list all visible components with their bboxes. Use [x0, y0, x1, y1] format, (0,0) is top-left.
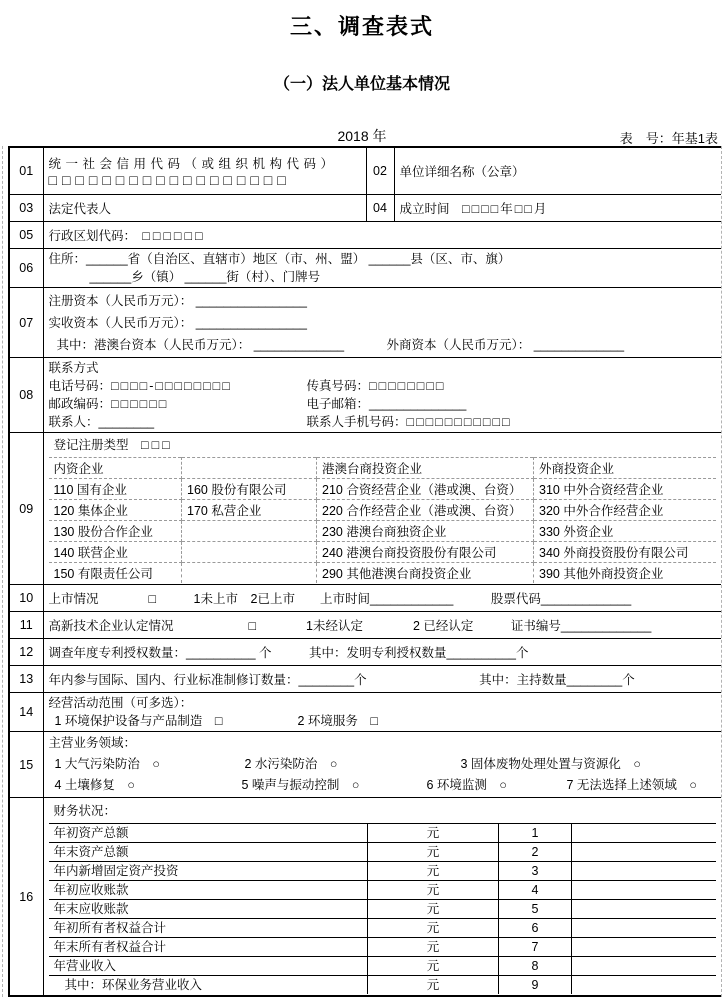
answer-cell [572, 937, 717, 956]
establish-date-label: 成立时间 [399, 202, 463, 216]
cell-capital [43, 288, 721, 358]
row-number-14: 14 [9, 693, 43, 732]
reg-option: 310 中外合资经营企业 [534, 479, 717, 500]
foreign-header: 外商投资企业 [534, 458, 717, 479]
row-number-07: 07 [9, 288, 43, 358]
answer-cell [572, 918, 717, 937]
field-option-7: 7 无法选择上述领域 ○ [566, 778, 697, 792]
reg-option: 220 合作经营企业（港或澳、台资） [317, 500, 534, 521]
fax-boxes: □□□□□□□□ [369, 379, 446, 393]
reg-option: 240 港澳台商投资股份有限公司 [317, 542, 534, 563]
item-code: 5 [499, 899, 572, 918]
phone-field [49, 377, 307, 395]
phone-label: 电话号码： [48, 379, 112, 393]
reg-grid-header-row [49, 458, 717, 479]
item-code: 1 [499, 823, 572, 842]
registration-type-boxes: □□□ [141, 438, 173, 452]
unit-label: 元 [368, 899, 499, 918]
financial-row [49, 975, 717, 994]
field-option-4: 4 土壤修复 ○ [54, 778, 135, 792]
answer-cell [572, 880, 717, 899]
uscc-code-boxes: □□□□□□□□□□□□□□□□□□ [48, 172, 291, 188]
item-code: 3 [499, 861, 572, 880]
financial-row [49, 899, 717, 918]
row-06 [9, 249, 721, 288]
paid-in-capital-line: 实收资本（人民币万元）： ________________ [48, 315, 307, 330]
answer-cell [572, 861, 717, 880]
financial-item-label: 年初所有者权益合计 [49, 918, 368, 937]
field-option-1: 1 大气污染防治 ○ [54, 757, 160, 771]
year-label: 2018 年 [337, 128, 387, 144]
cell-address [43, 249, 721, 288]
financial-item-label: 其中：环保业务营业收入 [49, 975, 368, 994]
capital-breakdown-line [49, 334, 717, 356]
cell-unit-name: 单位详细名称（公章） [394, 147, 721, 195]
row-14 [9, 693, 721, 732]
item-code: 6 [499, 918, 572, 937]
row-number-06: 06 [9, 249, 43, 288]
contact-title: 联系方式 [48, 361, 99, 375]
row-number-08: 08 [9, 358, 43, 433]
row-number-01: 01 [9, 147, 43, 195]
financial-item-label: 年初资产总额 [49, 823, 368, 842]
reg-option: 210 合资经营企业（港或澳、台资） [317, 479, 534, 500]
reg-option: 290 其他港澳台商投资企业 [317, 563, 534, 584]
row-number-16: 16 [9, 798, 43, 997]
hmt-header: 港澳台商投资企业 [317, 458, 534, 479]
unit-label: 元 [368, 880, 499, 899]
row-07 [9, 288, 721, 358]
reg-option [182, 563, 317, 584]
financial-item-label: 年营业收入 [49, 956, 368, 975]
fax-field [307, 377, 446, 395]
reg-grid-row [49, 542, 717, 563]
business-scope-title: 经营活动范围（可多选）： [48, 696, 193, 710]
financial-status-title: 财务状况： [53, 803, 117, 818]
phone-boxes: □□□□-□□□□□□□□ [111, 379, 232, 393]
financial-item-label: 年末所有者权益合计 [49, 937, 368, 956]
page-title: 三、调查表式 [289, 14, 434, 39]
row-number-03: 03 [9, 195, 43, 222]
reg-option: 320 中外合作经营企业 [534, 500, 717, 521]
row-16 [9, 798, 721, 997]
financial-row [49, 937, 717, 956]
row-number-05: 05 [9, 222, 43, 249]
contact-person-blank: ________ [98, 415, 155, 429]
reg-grid-row [49, 521, 717, 542]
reg-option [182, 521, 317, 542]
mobile-boxes: □□□□□□□□□□□ [406, 415, 512, 429]
scope-option-2: 2 环境服务 □ [297, 714, 378, 728]
cell-business-scope [43, 693, 721, 732]
answer-cell [572, 975, 717, 994]
financial-item-label: 年末资产总额 [49, 842, 368, 861]
admin-division-boxes: □□□□□□ [142, 229, 206, 243]
phone-fax-line [49, 377, 717, 395]
email-blank: ______________ [369, 397, 467, 411]
reg-option: 110 国有企业 [49, 479, 182, 500]
uscc-label: 统一社会信用代码（或组织机构代码） [48, 157, 338, 171]
row-09 [9, 433, 721, 585]
form-sheet [2, 146, 722, 997]
cell-uscc [43, 147, 366, 195]
row-number-13: 13 [9, 666, 43, 693]
answer-cell [572, 842, 717, 861]
row-number-09: 09 [9, 433, 43, 585]
reg-grid-row [49, 563, 717, 584]
reg-option [182, 542, 317, 563]
financial-row [49, 823, 717, 842]
reg-grid-row [49, 500, 717, 521]
cell-legal-representative: 法定代表人 [43, 195, 366, 222]
cell-hightech-certification: 高新技术企业认定情况 □ 1未经认定 2 已经认定 证书编号_____________ [43, 612, 721, 639]
reg-option: 390 其他外商投资企业 [539, 567, 664, 581]
unit-label: 元 [368, 937, 499, 956]
business-scope-options [49, 712, 717, 730]
row-05 [9, 222, 721, 249]
hmt-capital-label: 其中：港澳台资本（人民币万元）： _____________ [56, 337, 345, 352]
row-12 [9, 639, 721, 666]
cell-contact-info [43, 358, 721, 433]
item-code: 9 [499, 975, 572, 994]
address-line-2: ______乡（镇） ______街（村）、门牌号 [89, 270, 321, 284]
reg-option: 170 私营企业 [182, 500, 317, 521]
table-meta [0, 126, 724, 146]
main-business-options-row-1 [49, 754, 717, 775]
mobile-field [307, 413, 512, 431]
cell-establish-date [394, 195, 721, 222]
foreign-capital-label: 外商资本（人民币万元）： _____________ [386, 337, 625, 352]
unit-label: 元 [368, 975, 499, 994]
cell-listing-status: 上市情况 □ 1未上市 2已上市 上市时间____________ 股票代码_____________ [43, 585, 721, 612]
row-03-04 [9, 195, 721, 222]
cell-patents-granted: 调查年度专利授权数量：__________ 个 其中：发明专利授权数量__________个 [43, 639, 721, 666]
unit-label: 元 [368, 842, 499, 861]
financial-item-label: 年初应收账款 [49, 880, 368, 899]
row-number-10: 10 [9, 585, 43, 612]
section-title: （一）法人单位基本情况 [273, 76, 450, 93]
reg-option: 140 联营企业 [49, 542, 182, 563]
field-option-6: 6 环境监测 ○ [426, 778, 507, 792]
field-option-3: 3 固体废物处理处置与资源化 ○ [460, 757, 641, 771]
empty-cell [182, 458, 317, 479]
financial-item-label: 年内新增固定资产投资 [49, 861, 368, 880]
row-11 [9, 612, 721, 639]
row-number-11: 11 [9, 612, 43, 639]
reg-option: 150 有限责任公司 [49, 563, 182, 584]
contact-mobile-line [49, 413, 717, 431]
reg-option: 230 港澳台商独资企业 [317, 521, 534, 542]
cell-main-business-field [43, 732, 721, 798]
contact-person-field [49, 413, 307, 431]
document-page [0, 10, 724, 997]
reg-option: 340 外商投资股份有限公司 [534, 542, 717, 563]
registration-type-grid [49, 457, 717, 583]
financial-row [49, 956, 717, 975]
registration-type-label: 登记注册类型 [53, 438, 142, 452]
answer-cell [572, 956, 717, 975]
reg-grid-row [49, 479, 717, 500]
financial-row [49, 918, 717, 937]
table-number-label: 表 号：年基1表 [619, 131, 718, 146]
row-13 [9, 666, 721, 693]
reg-option: 120 集体企业 [49, 500, 182, 521]
email-field [307, 395, 467, 413]
address-line-1: 住所：______省（自治区、直辖市）地区（市、州、盟） ______县（区、市、旗） [48, 252, 511, 266]
contact-person-label: 联系人： [48, 415, 99, 429]
zip-email-line [49, 395, 717, 413]
row-number-04: 04 [366, 195, 394, 222]
zip-boxes: □□□□□□ [111, 397, 169, 411]
form-table [8, 146, 721, 997]
cell-registration-type [43, 433, 721, 585]
financial-table [49, 823, 717, 994]
unit-label: 元 [368, 918, 499, 937]
item-code: 4 [499, 880, 572, 899]
admin-division-label: 行政区划代码： [48, 229, 143, 243]
establish-date-boxes: □□□□年□□月 [462, 202, 549, 216]
registered-capital-line: 注册资本（人民币万元）： ________________ [48, 293, 307, 308]
answer-cell [572, 899, 717, 918]
row-15 [9, 732, 721, 798]
main-business-options-row-2 [49, 775, 717, 796]
mobile-label: 联系人手机号码： [306, 415, 407, 429]
field-option-5: 5 噪声与振动控制 ○ [241, 778, 360, 792]
answer-cell [572, 823, 717, 842]
reg-option: 130 股份合作企业 [49, 521, 182, 542]
row-01-02 [9, 147, 721, 195]
cell-financial-status [43, 798, 721, 997]
item-code: 8 [499, 956, 572, 975]
row-number-15: 15 [9, 732, 43, 798]
row-number-02: 02 [366, 147, 394, 195]
fax-label: 传真号码： [306, 379, 370, 393]
item-code: 2 [499, 842, 572, 861]
domestic-header: 内资企业 [49, 458, 182, 479]
row-number-12: 12 [9, 639, 43, 666]
row-08 [9, 358, 721, 433]
cell-standards-participation: 年内参与国际、国内、行业标准制修订数量：________个 其中：主持数量________个 [43, 666, 721, 693]
unit-label: 元 [368, 823, 499, 842]
main-business-title: 主营业务领域： [48, 736, 137, 750]
item-code: 7 [499, 937, 572, 956]
unit-label: 元 [368, 956, 499, 975]
zip-field [49, 395, 307, 413]
reg-option: 160 股份有限公司 [182, 479, 317, 500]
reg-option: 330 外资企业 [534, 521, 717, 542]
financial-row [49, 861, 717, 880]
row-10 [9, 585, 721, 612]
scope-option-1: 1 环境保护设备与产品制造 □ [54, 714, 223, 728]
field-option-2: 2 水污染防治 ○ [244, 757, 338, 771]
financial-row [49, 842, 717, 861]
cell-admin-division-code [43, 222, 721, 249]
registration-type-title [49, 434, 717, 457]
unit-label: 元 [368, 861, 499, 880]
email-label: 电子邮箱： [306, 397, 370, 411]
financial-row [49, 880, 717, 899]
zip-label: 邮政编码： [48, 397, 112, 411]
financial-item-label: 年末应收账款 [49, 899, 368, 918]
